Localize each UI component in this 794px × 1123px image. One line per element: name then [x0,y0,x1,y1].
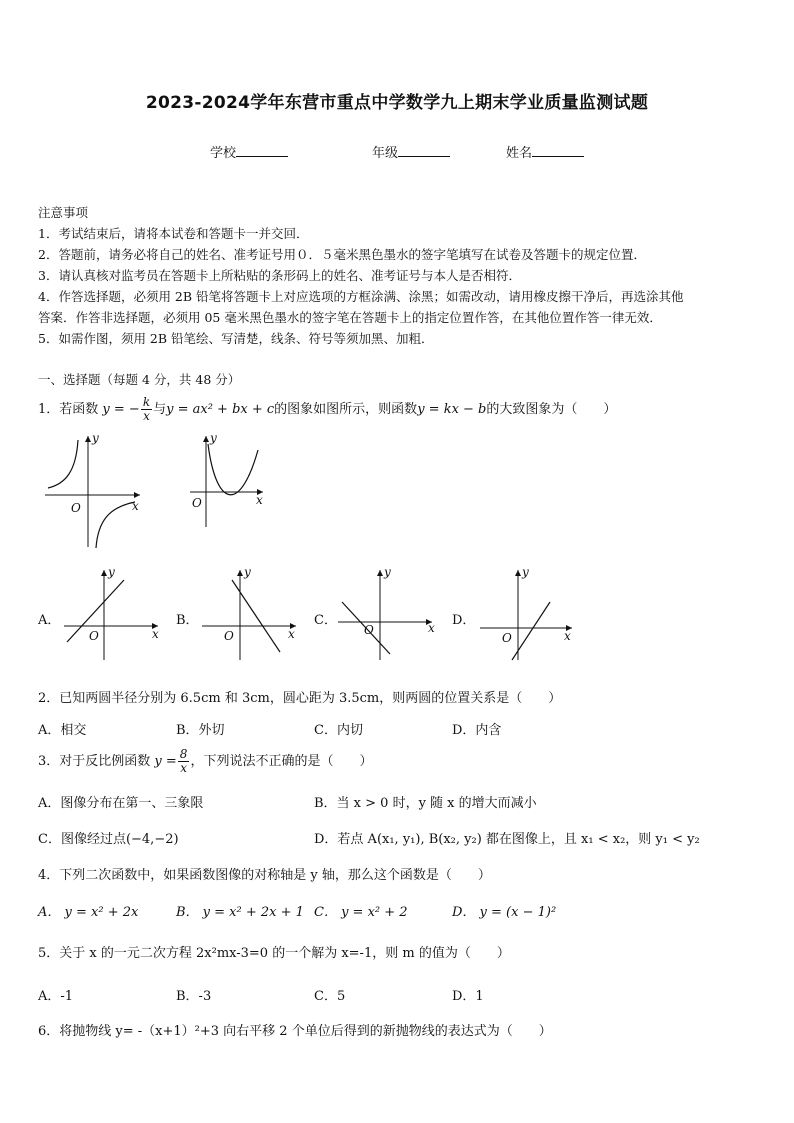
q2-option-b[interactable]: B．外切 [176,723,225,738]
hyperbola-branch-2 [48,440,78,488]
school-field: 学校 [210,142,288,161]
y-label: y [108,565,115,579]
x-label: x [288,627,295,641]
q3-option-a[interactable]: A．图像分布在第一、三象限 [38,796,204,811]
option-a-graph [62,566,162,662]
q6-stem: 6．将抛物线 y= -（x+1）²+3 向右平移 2 个单位后得到的新抛物线的表达式为（ ） [38,1024,552,1039]
q4-option-c[interactable]: C． y = x² + 2 [314,905,408,920]
q4-option-d[interactable]: D． y = (x − 1)² [452,905,557,920]
q5-option-a[interactable]: A．-1 [38,989,74,1004]
parabola-graph [188,432,268,532]
hyperbola-graph [40,432,150,552]
q5-stem: 5．关于 x 的一元二次方程 2x²mx-3=0 的一个解为 x=-1，则 m 的值为（ ） [38,946,510,961]
q3-option-d[interactable]: D．若点 A(x₁, y₁), B(x₂, y₂) 都在图像上，且 x₁ < x₂，则 y₁ < y₂ [314,832,700,847]
q2-option-c[interactable]: C．内切 [314,723,363,738]
fraction: $\frac{k}{x}$ [142,395,151,423]
origin-label: O [502,631,512,645]
y-arrow [377,570,383,576]
origin-label: O [192,496,202,510]
section-heading: 一、选择题（每题 4 分，共 48 分） [38,372,241,387]
option-d-graph [478,566,578,662]
q2-option-d[interactable]: D．内含 [452,723,502,738]
origin-label: O [364,623,374,637]
name-blank [532,145,584,157]
q5-option-c[interactable]: C．5 [314,989,346,1004]
x-label: x [564,629,571,643]
hyperbola-branch-4 [96,502,135,548]
q4-stem: 4．下列二次函数中，如果函数图像的对称轴是 y 轴，那么这个函数是（ ） [38,868,491,883]
school-blank [236,145,288,157]
x-arrow [134,492,140,498]
y-label: y [244,565,251,579]
origin-label: O [224,629,234,643]
note-item: 3．请认真核对监考员在答题卡上所粘贴的条形码上的姓名、准考证号与本人是否相符． [38,268,521,283]
q1-option-d[interactable]: D． [452,613,476,628]
q4-option-a[interactable]: A． y = x² + 2x [38,905,139,920]
origin-label: O [89,629,99,643]
line-graph [232,580,280,652]
y-arrow [237,570,243,576]
q2-option-a[interactable]: A．相交 [38,723,87,738]
option-c-graph [336,566,440,662]
y-arrow [515,570,521,576]
note-item: 5．如需作图，须用 2B 铅笔绘、写清楚，线条、符号等须加黑、加粗． [38,331,434,346]
name-field: 姓名 [506,142,584,161]
q5-option-b[interactable]: B．-3 [176,989,212,1004]
q4-option-b[interactable]: B． y = x² + 2x + 1 [176,905,304,920]
note-item: 答案．作答非选择题，必须用 05 毫米黑色墨水的签字笔在答题卡上的指定位置作答，在其他位置作答一律无效． [38,310,662,325]
x-label: x [428,621,435,635]
note-item: 4．作答选择题，必须用 2B 铅笔将答题卡上对应选项的方框涂满、涂黑；如需改动，请用橡皮擦干净后，再选涂其他 [38,289,684,304]
q3-option-c[interactable]: C．图像经过点(−4,−2) [38,832,179,847]
notes-heading: 注意事项 [38,205,89,220]
q3-stem: 3．对于反比例函数 y = $\frac{8}{x}$ ，下列说法不正确的是（ ） [38,747,373,775]
grade-blank [398,145,450,157]
q3-option-b[interactable]: B．当 x > 0 时，y 随 x 的增大而减小 [314,796,537,811]
y-label: y [92,431,99,445]
x-label: x [132,499,139,513]
y-label: y [210,431,217,445]
y-arrow [203,436,209,442]
grade-field: 年级 [372,142,450,161]
q5-option-d[interactable]: D．1 [452,989,484,1004]
note-item: 1．考试结束后，请将本试卷和答题卡一并交回． [38,226,309,241]
y-arrow [85,436,91,442]
note-item: 2．答题前，请务必将自己的姓名、准考证号用０．５毫米黑色墨水的签字笔填写在试卷及答题卡的规定位置． [38,247,646,262]
y-arrow [101,570,107,576]
y-label: y [384,565,391,579]
q1-stem: 1．若函数 y = − $\frac{k}{x}$ 与y = ax² + bx + c的图象如图所示，则函数y = kx − b的大致图象为（ ） [38,395,617,423]
q1-option-c[interactable]: C． [314,613,337,628]
option-b-graph [200,566,300,662]
parabola-curve [208,444,258,495]
fraction: $\frac{8}{x}$ [179,747,188,775]
q2-stem: 2．已知两圆半径分别为 6.5cm 和 3cm，圆心距为 3.5cm，则两圆的位置关系是（ ） [38,691,562,706]
x-label: x [152,627,159,641]
q1-option-a[interactable]: A． [38,613,61,628]
origin-label: O [71,501,81,515]
q1-option-b[interactable]: B． [176,613,199,628]
y-label: y [522,565,529,579]
exam-title: 2023-2024学年东营市重点中学数学九上期末学业质量监测试题 [145,93,649,113]
x-label: x [256,493,263,507]
